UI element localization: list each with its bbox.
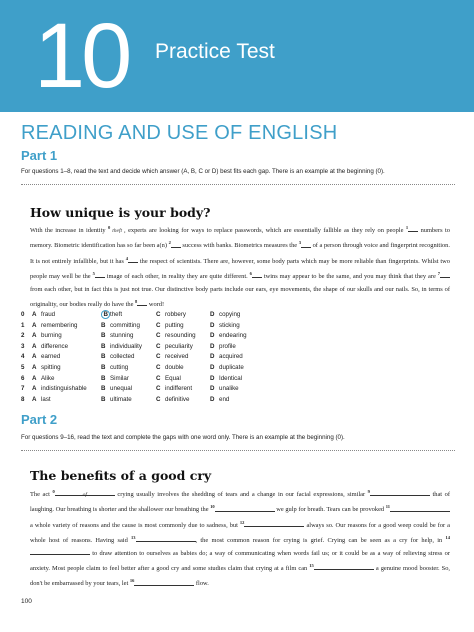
test-number: 10	[34, 5, 129, 107]
divider	[21, 450, 455, 451]
option-b[interactable]: unequal	[110, 385, 133, 393]
answer-options-table	[21, 310, 441, 405]
option-b[interactable]: stunning	[110, 332, 134, 340]
option-a[interactable]: difference	[41, 342, 69, 350]
part1-paragraph: With the increase in identity $^0$theft , experts are looking for ways to replace passwords, which are essentially fallible as they rely on people $^1$ numbers to memory. Biometric identification has so far been a(n) $^2$ success with banks. Biometrics measures the $^3$ of a person through voice and fingerprint recognition. It is not entirely infallible, but it has $^4$ the respect of scientists. There are, however, some body parts which may be more reliable than fingerprints. Whilst two people may well be the $^5$ image of each other, in reality they are quite different. $^6$ twins may appear to be the same, and you may think that they are $^7$ from each other, but in fact this is just not true. Our distinctive body parts include our ears, eye movements, the shape of our skulls and our nails. So, in terms of originality, our bodies really do have the $^8$ word!	[30, 225, 450, 309]
option-c[interactable]: Equal	[165, 374, 181, 382]
option-letter: D	[210, 363, 215, 371]
question-number: 6	[21, 374, 25, 382]
option-row	[21, 352, 441, 363]
option-row	[21, 384, 441, 395]
part2-label: Part 2	[21, 412, 58, 427]
option-letter: B	[101, 353, 106, 361]
question-number: 2	[21, 332, 25, 340]
option-a[interactable]: burning	[41, 332, 62, 340]
gap-3[interactable]	[301, 241, 311, 248]
option-a[interactable]: earned	[41, 353, 61, 361]
option-letter: A	[32, 353, 37, 361]
option-c[interactable]: definitive	[165, 395, 190, 403]
section-title: READING AND USE OF ENGLISH	[21, 122, 338, 144]
option-letter: D	[210, 385, 215, 393]
gap-11[interactable]	[390, 505, 450, 512]
question-number: 8	[21, 395, 25, 403]
option-letter: A	[32, 363, 37, 371]
option-d[interactable]: end	[219, 395, 230, 403]
option-letter: B	[101, 342, 106, 350]
option-letter: D	[210, 311, 215, 318]
option-letter: C	[156, 374, 161, 382]
option-letter: A	[32, 342, 37, 350]
part2-paragraph: The act $^0$of crying usually involves the shedding of tears and a change in our facial expressions, similar $^9$ that of laughing. Our breathing is shorter and the shallower our breathing the $^{10}$ we gulp for breath. Tears can be provoked $^{11}$ a whole variety of reasons and the cause is most commonly due to sadness, but $^{12}$ always so. Our reasons for a good weep could be for a whole host of reasons. Having said $^{13}$ , the most common reason for crying is grief. Crying can be seen as a cry for help, in $^{14}$ to draw attention to ourselves as babies do; a way of communicating when words fail us; or it could be as a way of relieving stress or anxiety. Most people claim to feel better after a good cry and some studies claim that crying at a film can $^{15}$ a genuine mood booster. So, don't be embarrassed by your tears, let $^{16}$ flow.	[30, 489, 451, 588]
option-b[interactable]: committing	[110, 321, 140, 329]
option-letter: A	[32, 311, 37, 318]
option-d[interactable]: Identical	[219, 374, 243, 382]
option-letter: C	[156, 385, 161, 393]
option-letter: C	[156, 395, 161, 403]
option-b[interactable]: collected	[110, 353, 135, 361]
gap-15[interactable]	[314, 563, 374, 570]
gap-12[interactable]	[244, 520, 304, 527]
test-title: Practice Test	[155, 40, 275, 63]
option-row	[21, 321, 441, 332]
part1-label: Part 1	[21, 148, 58, 163]
option-letter: C	[156, 321, 161, 329]
question-number: 7	[21, 385, 25, 393]
gap-14[interactable]	[30, 548, 90, 555]
option-b[interactable]: Similar	[110, 374, 129, 382]
option-d[interactable]: unalike	[219, 385, 239, 393]
option-row	[21, 374, 441, 385]
option-d[interactable]: duplicate	[219, 363, 244, 371]
option-letter: C	[156, 342, 161, 350]
option-d[interactable]: acquired	[219, 353, 243, 361]
option-letter: B	[101, 374, 106, 382]
option-d[interactable]: profile	[219, 342, 236, 350]
part2-text-title: The benefits of a good cry	[30, 468, 212, 483]
option-a[interactable]: fraud	[41, 311, 56, 318]
gap-16[interactable]	[134, 579, 194, 586]
option-b[interactable]: ultimate	[110, 395, 132, 403]
option-c[interactable]: resounding	[165, 332, 196, 340]
gap-13[interactable]	[136, 535, 196, 542]
question-number: 5	[21, 363, 25, 371]
part1-instructions: For questions 1–8, read the text and decide which answer (A, B, C or D) best fits each gap. There is an example at the beginning (0).	[21, 168, 385, 175]
option-letter: B	[101, 385, 106, 393]
option-letter: D	[210, 342, 215, 350]
option-c[interactable]: indifferent	[165, 385, 193, 393]
option-letter: B	[101, 363, 106, 371]
option-letter: B	[101, 321, 106, 329]
option-a[interactable]: last	[41, 395, 51, 403]
option-letter: A	[32, 395, 37, 403]
page-number: 100	[21, 598, 32, 605]
option-letter: C	[156, 363, 161, 371]
option-a[interactable]: spitting	[41, 363, 61, 371]
option-row	[21, 331, 441, 342]
example-gap	[55, 489, 115, 499]
divider	[21, 184, 455, 185]
option-letter: C	[156, 332, 161, 340]
option-letter: A	[32, 332, 37, 340]
gap-8[interactable]	[137, 299, 147, 306]
option-row	[21, 342, 441, 353]
option-letter: D	[210, 353, 215, 361]
gap-4[interactable]	[128, 256, 138, 263]
option-a[interactable]: remembering	[41, 321, 78, 329]
gap-7[interactable]	[440, 271, 450, 278]
gap-6[interactable]	[252, 271, 262, 278]
option-c[interactable]: putting	[165, 321, 184, 329]
example-answer: theft	[112, 228, 123, 235]
option-d[interactable]: sticking	[219, 321, 240, 329]
option-letter: D	[210, 332, 215, 340]
gap-5[interactable]	[95, 271, 105, 278]
option-b[interactable]: theft	[110, 311, 123, 318]
option-row	[21, 310, 441, 321]
option-a[interactable]: indistinguishable	[41, 385, 87, 393]
option-letter: B	[101, 395, 106, 403]
question-number: 1	[21, 321, 25, 329]
gap-2[interactable]	[171, 241, 181, 248]
question-number: 4	[21, 353, 25, 361]
option-letter: A	[32, 321, 37, 329]
option-d[interactable]: endearing	[219, 332, 247, 340]
gap-1[interactable]	[408, 225, 418, 232]
option-letter: D	[210, 395, 215, 403]
option-a[interactable]: Alike	[41, 374, 55, 382]
option-row	[21, 395, 441, 406]
option-c[interactable]: robbery	[165, 311, 186, 318]
option-letter: A	[32, 374, 37, 382]
question-number: 0	[21, 311, 25, 318]
option-letter: D	[210, 321, 215, 329]
option-row	[21, 363, 441, 374]
option-letter: D	[210, 374, 215, 382]
option-letter: C	[156, 353, 161, 361]
option-letter-circled: B	[101, 310, 110, 319]
example-answer: of	[82, 492, 87, 499]
option-b[interactable]: cutting	[110, 363, 129, 371]
gap-10[interactable]	[215, 505, 275, 512]
question-number: 3	[21, 342, 25, 350]
option-b[interactable]: individuality	[110, 342, 142, 350]
gap-9[interactable]	[370, 489, 430, 496]
part1-text-title: How unique is your body?	[30, 205, 211, 220]
part2-instructions: For questions 9–16, read the text and complete the gaps with one word only. There is an example at the beginning (0).	[21, 434, 345, 441]
test-banner	[0, 0, 474, 112]
option-c[interactable]: peculiarity	[165, 342, 193, 350]
option-letter: B	[101, 332, 106, 340]
option-d[interactable]: copying	[219, 311, 241, 318]
option-c[interactable]: received	[165, 353, 189, 361]
option-letter: C	[156, 311, 161, 318]
option-c[interactable]: double	[165, 363, 184, 371]
option-letter: A	[32, 385, 37, 393]
